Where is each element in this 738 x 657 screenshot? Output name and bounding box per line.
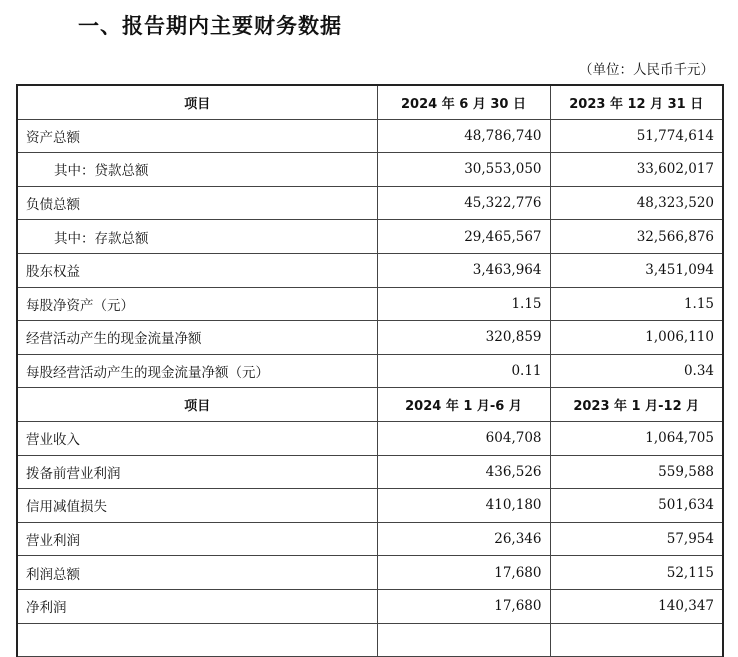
row-label: 利润总额: [17, 556, 377, 590]
table-row: [17, 253, 723, 287]
row-label: 经营活动产生的现金流量净额: [17, 321, 377, 355]
header-period-1: 2024 年 1 月-6 月: [377, 388, 550, 422]
header-item: 项目: [17, 388, 377, 422]
header-period-2: 2023 年 1 月-12 月: [550, 388, 723, 422]
table-row-partial: [17, 623, 723, 657]
row-value-1: 410,180: [377, 489, 550, 523]
table-row: [17, 119, 723, 153]
financial-data-table: [16, 84, 724, 657]
empty-cell: [377, 623, 550, 657]
row-value-1: 1.15: [377, 287, 550, 321]
row-value-2: 1,064,705: [550, 421, 723, 455]
row-value-1: 0.11: [377, 354, 550, 388]
row-label: 每股经营活动产生的现金流量净额（元）: [17, 354, 377, 388]
row-label: 股东权益: [17, 253, 377, 287]
table-row: [17, 522, 723, 556]
row-value-1: 45,322,776: [377, 186, 550, 220]
table-row: [17, 455, 723, 489]
row-value-2: 140,347: [550, 589, 723, 623]
row-value-1: 320,859: [377, 321, 550, 355]
row-value-1: 436,526: [377, 455, 550, 489]
row-value-1: 26,346: [377, 522, 550, 556]
table-row: [17, 287, 723, 321]
row-value-2: 52,115: [550, 556, 723, 590]
table-row: [17, 589, 723, 623]
row-value-2: 51,774,614: [550, 119, 723, 153]
row-label: 拨备前营业利润: [17, 455, 377, 489]
row-value-2: 3,451,094: [550, 253, 723, 287]
row-label: 其中：存款总额: [17, 220, 377, 254]
row-label: 每股净资产（元）: [17, 287, 377, 321]
table-header-row: [17, 85, 723, 119]
table-row: [17, 153, 723, 187]
row-value-1: 604,708: [377, 421, 550, 455]
row-value-2: 1.15: [550, 287, 723, 321]
row-value-2: 32,566,876: [550, 220, 723, 254]
header-period-1: 2024 年 6 月 30 日: [377, 85, 550, 119]
row-value-1: 17,680: [377, 556, 550, 590]
row-label: 其中：贷款总额: [17, 153, 377, 187]
table-row: [17, 321, 723, 355]
row-label: 净利润: [17, 589, 377, 623]
row-value-2: 48,323,520: [550, 186, 723, 220]
table-row: [17, 186, 723, 220]
row-label: 营业收入: [17, 421, 377, 455]
row-label: 负债总额: [17, 186, 377, 220]
table-row: [17, 421, 723, 455]
table-row: [17, 354, 723, 388]
row-value-2: 1,006,110: [550, 321, 723, 355]
row-label: 信用减值损失: [17, 489, 377, 523]
row-value-1: 17,680: [377, 589, 550, 623]
row-value-2: 33,602,017: [550, 153, 723, 187]
row-label: 资产总额: [17, 119, 377, 153]
row-value-1: 30,553,050: [377, 153, 550, 187]
table-subheader-row: [17, 388, 723, 422]
header-item: 项目: [17, 85, 377, 119]
row-value-2: 501,634: [550, 489, 723, 523]
table-row: [17, 220, 723, 254]
header-period-2: 2023 年 12 月 31 日: [550, 85, 723, 119]
table-row: [17, 489, 723, 523]
row-value-2: 0.34: [550, 354, 723, 388]
table-row: [17, 556, 723, 590]
row-value-1: 29,465,567: [377, 220, 550, 254]
row-value-2: 559,588: [550, 455, 723, 489]
empty-cell: [17, 623, 377, 657]
section-title: 一、报告期内主要财务数据: [78, 14, 342, 38]
row-value-2: 57,954: [550, 522, 723, 556]
row-value-1: 3,463,964: [377, 253, 550, 287]
unit-note: （单位：人民币千元）: [579, 62, 714, 78]
row-label: 营业利润: [17, 522, 377, 556]
row-value-1: 48,786,740: [377, 119, 550, 153]
empty-cell: [550, 623, 723, 657]
